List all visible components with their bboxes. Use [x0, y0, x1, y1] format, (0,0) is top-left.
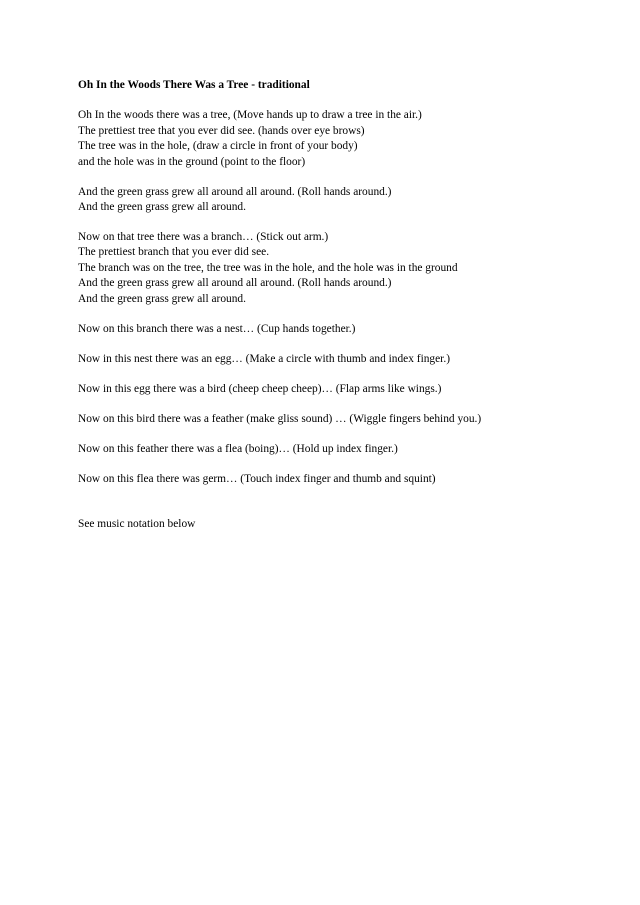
stanza-3	[78, 230, 618, 307]
lyric-line: And the green grass grew all around all around. (Roll hands around.)	[78, 185, 392, 198]
lyric-line: Now on this flea there was germ… (Touch index finger and thumb and squint)	[78, 472, 436, 485]
stanza-9	[78, 472, 618, 487]
lyric-line: The branch was on the tree, the tree was in the hole, and the hole was in the ground	[78, 261, 458, 274]
lyric-line: Now on this branch there was a nest… (Cup hands together.)	[78, 322, 356, 335]
stanza-4	[78, 322, 618, 337]
lyric-line: Now in this nest there was an egg… (Make a circle with thumb and index finger.)	[78, 352, 450, 365]
lyric-line: The prettiest tree that you ever did see. (hands over eye brows)	[78, 124, 365, 137]
lyric-line: And the green grass grew all around all around. (Roll hands around.)	[78, 277, 392, 290]
stanza-2	[78, 185, 618, 216]
lyric-line: The prettiest branch that you ever did see.	[78, 246, 270, 259]
stanza-1	[78, 108, 618, 170]
lyric-line: The tree was in the hole, (draw a circle in front of your body)	[78, 140, 358, 153]
lyric-line: And the green grass grew all around.	[78, 292, 246, 305]
document-title: Oh In the Woods There Was a Tree - traditional	[78, 79, 310, 91]
document-body	[78, 78, 618, 532]
lyric-line: Now on this feather there was a flea (boing)… (Hold up index finger.)	[78, 442, 398, 455]
stanza-5	[78, 352, 618, 367]
lyric-line: Now on this bird there was a feather (make gliss sound) … (Wiggle fingers behind you.)	[78, 412, 482, 425]
lyric-line: and the hole was in the ground (point to the floor)	[78, 155, 306, 168]
stanza-7	[78, 412, 618, 427]
lyric-line: Now in this egg there was a bird (cheep cheep cheep)… (Flap arms like wings.)	[78, 382, 442, 395]
lyric-line: Oh In the woods there was a tree, (Move hands up to draw a tree in the air.)	[78, 109, 422, 122]
lyric-line: Now on that tree there was a branch… (Stick out arm.)	[78, 231, 329, 244]
stanza-6	[78, 382, 618, 397]
stanza-8	[78, 442, 618, 457]
lyric-line: And the green grass grew all around.	[78, 201, 246, 214]
footer-note: See music notation below	[78, 518, 196, 531]
